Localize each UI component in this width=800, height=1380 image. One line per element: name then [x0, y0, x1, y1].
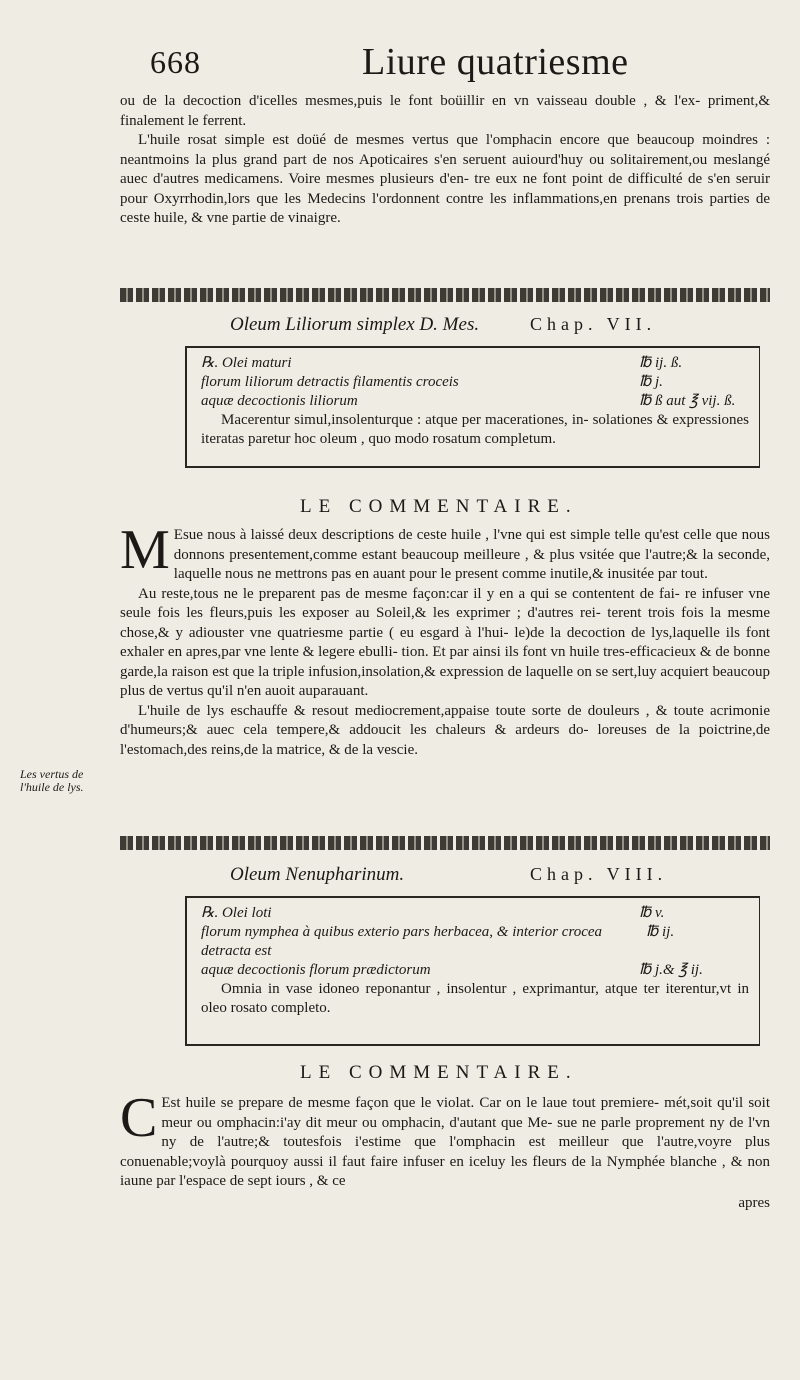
recipe-box — [185, 896, 760, 1046]
ingredient-row — [201, 923, 749, 961]
commentary-body — [120, 1087, 770, 1213]
ingredient-amount: ℔ j.& ℥ ij. — [639, 962, 703, 978]
recipe-directions: Macerentur simul,insolenturque : atque per macerationes, in- solationes & expressiones iteratas paretur hoc oleum , quo modo rosatum completum. — [201, 412, 749, 447]
commentary-paragraph — [120, 1087, 770, 1192]
ingredient-amount: ℔ ß aut ℥ vij. ß. — [639, 393, 736, 409]
paragraph-continuation: ou de la decoction d'icelles mesmes,puis le font boüillir en vn vaisseau double , & l'ex- priment,& finalement le ferrent. — [120, 93, 770, 129]
ingredient-row — [201, 961, 749, 980]
running-head — [150, 40, 710, 88]
ingredient-name: ℞. Olei loti — [201, 905, 272, 921]
commentary-heading: LE COMMENTAIRE. — [300, 1062, 578, 1083]
catchword: apres — [738, 1194, 770, 1211]
ingredient-name: florum nymphea à quibus exterio pars herbacea, & interior crocea detracta est — [201, 924, 603, 959]
drop-cap: M — [120, 519, 170, 581]
ingredient-row — [201, 373, 749, 392]
commentary-paragraph — [120, 519, 770, 585]
book-title: Liure quatriesme — [362, 41, 629, 83]
ingredient-name: aquæ decoctionis florum prædictorum — [201, 962, 431, 978]
top-paragraph — [120, 92, 770, 229]
margin-note: Les vertus de l'huile de lys. — [20, 767, 84, 794]
ingredient-row — [201, 354, 749, 373]
recipe-box — [185, 346, 760, 468]
commentary-paragraph: L'huile de lys eschauffe & resout mediocrement,appaise toute sorte de douleurs , & toute acrimonie d'humeurs;& auec cela tempere,& addoucit les chaleurs & ardeurs do- loreuses de la poictrine,de l'estomach,des reins,de la matrice, & de la vescie. — [120, 702, 770, 758]
ingredient-name: aquæ decoctionis liliorum — [201, 393, 358, 409]
commentary-text: Esue nous à laissé deux descriptions de ceste huile , l'vne qui est simple telle qu'est celle que nous donnons presentement,comme estant beaucoup meilleure , & plus vsitée que l'autre;& la seconde, laquelle nous ne mettrons pas en auant pour le present comme inutile,& inusitée par tout. — [173, 527, 770, 582]
ingredient-amount: ℔ ij. — [646, 924, 675, 940]
chapter-label: Chap. VII. — [530, 314, 657, 334]
chapter-name: Oleum Nenupharinum. — [230, 864, 405, 885]
commentary-text: Est huile se prepare de mesme façon que le violat. Car on le laue tout premiere- mét,soit qu'il soit meur ou omphacin:i'ay dit meur ou omphacin, d'autant que Me- sue ne parle proprement ny de l'vn ny de l'autre;& toutesfois i'estime que l'omphacin est meilleur que l'autre,voyre plus conuenable;voylà pourquoy aussi il faut faire infuser en iceluy les fleurs de la Nymphée blanche , & non iaune par l'espace de sept iours , & ce — [120, 1095, 770, 1189]
chapter-label: Chap. VIII. — [530, 864, 668, 884]
page-number: 668 — [150, 44, 201, 80]
chapter-heading — [230, 862, 750, 890]
ornament-band — [120, 836, 770, 850]
ingredient-row — [201, 392, 749, 411]
ingredient-amount: ℔ ij. ß. — [639, 355, 683, 371]
commentary-heading: LE COMMENTAIRE. — [300, 496, 578, 517]
commentary-paragraph: Au reste,tous ne le preparent pas de mesme façon:car il y en a qui se contentent de fai- re infuser vne seule fois les fleurs,puis les exposer au Soleil,& les exprimer ; d'autres rei- terent trois fois la mesme chose,& y adiouster vne quatriesme partie ( eu esgard à l'hui- le)de la decoction de lys,laquelle ils font exhaler en apres,par vne lente & legere ebulli- tion. Et par ainsi ils font vn huile tres-efficacieux & de bonne garde,la raison est que la triple infusion,insolation,& expression de laquelle on se sert,luy acquiert beaucoup plus de vertus qu'il n'en auoit auparauant. — [120, 585, 770, 699]
paragraph-rosat: L'huile rosat simple est doüé de mesmes vertus que l'omphacin encore que beaucoup moindres : neantmoins la plus grand part de nos Apoticaires s'en seruent auiourd'huy ou solitairement,ou meslangé auec d'autres medicamens. Voire mesmes plusieurs d'en- tre eux ne font point de difficulté de s'en seruir pour Oxyrrhodin,lors que les Medecins l'ordonnent contre les inflammations,en prenans trois parties de ceste huile, & vne partie de vinaigre. — [120, 132, 770, 226]
ingredient-name: florum liliorum detractis filamentis croceis — [201, 374, 459, 390]
drop-cap: C — [120, 1087, 158, 1149]
commentary-body — [120, 519, 770, 760]
chapter-heading — [230, 312, 750, 340]
chapter-name: Oleum Liliorum simplex D. Mes. — [230, 314, 480, 335]
ingredient-amount: ℔ v. — [639, 905, 665, 921]
recipe-directions: Omnia in vase idoneo reponantur , insolentur , exprimantur, atque ter iterentur,vt in oleo rosato completo. — [201, 981, 749, 1016]
ingredient-amount: ℔ j. — [639, 374, 663, 390]
ingredient-name: ℞. Olei maturi — [201, 355, 292, 371]
ornament-band — [120, 288, 770, 302]
ingredient-row — [201, 904, 749, 923]
